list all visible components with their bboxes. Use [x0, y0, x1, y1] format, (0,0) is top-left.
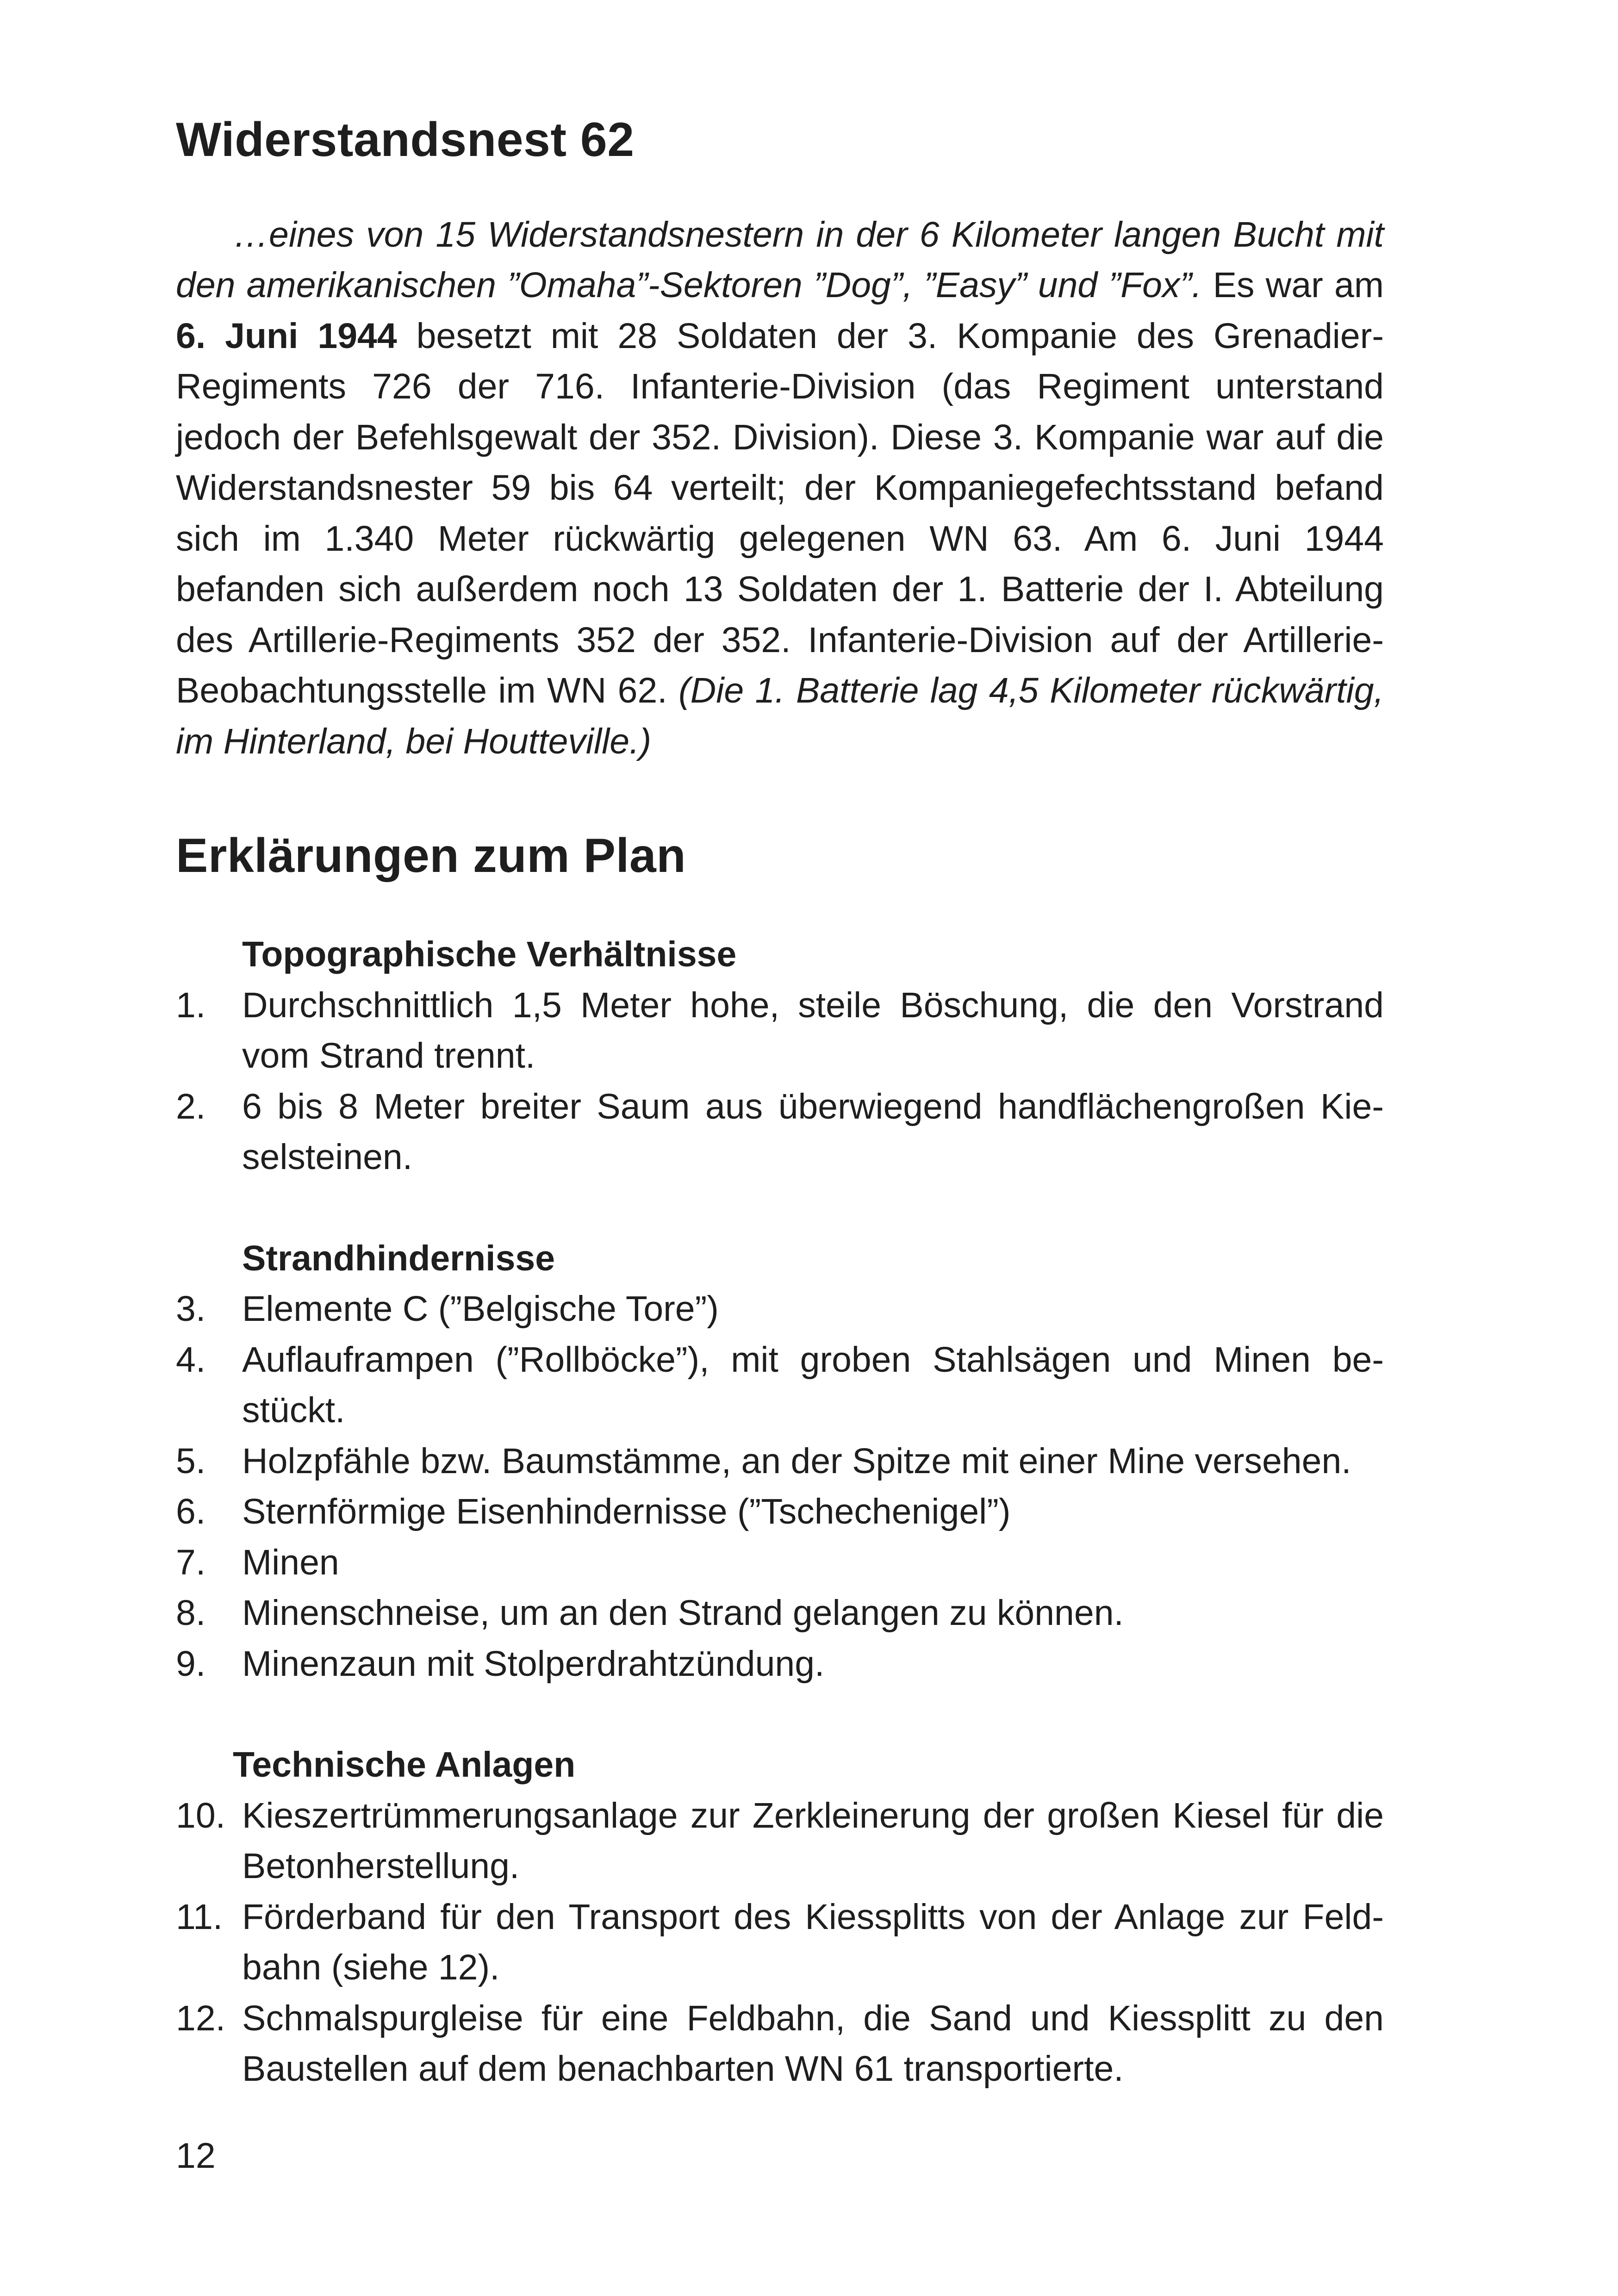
item-number: 9.	[176, 1643, 206, 1684]
item-text: 6 bis 8 Meter breiter Saum aus überwiegend handflächengroßen Kieselsteinen.	[242, 1086, 1384, 1177]
item-number: 2.	[176, 1086, 206, 1126]
list-item	[176, 1082, 1384, 1183]
tech-list	[176, 1791, 1384, 2095]
item-text: Durchschnittlich 1,5 Meter hohe, steile Böschung, die den Vorstrand vom Strand trennt.	[242, 985, 1384, 1076]
page-content	[176, 102, 1384, 2095]
section-title: Erklärungen zum Plan	[176, 829, 686, 883]
item-text: Schmalspurgleise für eine Feldbahn, die Sand und Kiessplitt zu den Baustellen auf dem benachbarten WN 61 transportierte.	[242, 1998, 1384, 2089]
intro-italic-note: (Die 1. Batterie lag 4,5 Kilometer rückwärtig, im Hinterland, bei Houtteville.)	[176, 671, 1384, 761]
list-item	[176, 1791, 1384, 1892]
item-number: 11.	[176, 1897, 223, 1937]
list-item	[176, 1537, 1384, 1588]
subsection-heading-strandhindernisse: Strandhindernisse	[242, 1238, 555, 1278]
intro-text-b: besetzt mit 28 Soldaten der 3. Kompanie des Grenadier-Regiments 726 der 716. Infanterie-Division (das Regiment unterstand jedoch der Befehlsgewalt der 352. Division). Diese 3. Kompanie war auf die Widerstandsnester 59 bis 64 verteilt; der Kompaniegefechtsstand befand sich im 1.340 Meter rückwärtig gelegenen WN 63. Am 6. Juni 1944 befanden sich außerdem noch 13 Soldaten der 1. Batterie der I. Abteilung des Artillerie-Regiments 352 der 352. Infanterie-Division auf der Artillerie-Beobachtungsstelle im WN 62.	[176, 316, 1384, 711]
strand-list	[176, 1284, 1384, 1689]
item-text: Holzpfähle bzw. Baumstämme, an der Spitze mit einer Mine versehen.	[242, 1441, 1351, 1481]
item-number: 7.	[176, 1542, 206, 1582]
page-number: 12	[176, 2136, 216, 2176]
list-item	[176, 1892, 1384, 1993]
item-text: Minenschneise, um an den Strand gelangen zu können.	[242, 1593, 1124, 1633]
list-item	[176, 980, 1384, 1082]
item-number: 10.	[176, 1795, 226, 1836]
item-text: Minen	[242, 1542, 339, 1582]
intro-italic-lead: …eines von 15 Widerstandsnestern in der 6 Kilometer langen Bucht mit den amerikanischen ”Omaha”-Sektoren ”Dog”, ”Easy” und ”Fox”.	[176, 214, 1384, 305]
item-text: Elemente C (”Belgische Tore”)	[242, 1289, 719, 1329]
item-number: 4.	[176, 1339, 206, 1380]
list-item	[176, 1639, 1384, 1690]
list-item	[176, 1284, 1384, 1335]
item-number: 5.	[176, 1441, 206, 1481]
item-number: 3.	[176, 1289, 206, 1329]
item-text: Kieszertrümmerungsanlage zur Zerkleinerung der großen Kiesel für die Betonherstellung.	[242, 1795, 1384, 1886]
list-item	[176, 1993, 1384, 2095]
intro-paragraph	[176, 210, 1384, 767]
intro-text-a: Es war am	[1201, 265, 1384, 305]
list-item	[176, 1487, 1384, 1537]
item-text: Auflauframpen (”Rollböcke”), mit groben Stahlsägen und Minen bestückt.	[242, 1339, 1384, 1431]
page-title: Widerstandsnest 62	[176, 113, 635, 167]
subsection-heading-topographie: Topographische Verhältnisse	[242, 934, 737, 975]
item-text: Minenzaun mit Stolperdrahtzündung.	[242, 1643, 825, 1684]
intro-date: 6. Juni 1944	[176, 316, 397, 356]
list-item	[176, 1436, 1384, 1487]
list-item	[176, 1335, 1384, 1436]
subsection-heading-technische-anlagen: Technische Anlagen	[233, 1745, 576, 1785]
item-text: Sternförmige Eisenhindernisse (”Tschechenigel”)	[242, 1492, 1011, 1532]
item-number: 6.	[176, 1492, 206, 1532]
item-number: 1.	[176, 985, 206, 1025]
topo-list	[176, 980, 1384, 1183]
item-text: Förderband für den Transport des Kiessplitts von der Anlage zur Feldbahn (siehe 12).	[242, 1897, 1384, 1988]
item-number: 12.	[176, 1998, 226, 2038]
list-item	[176, 1588, 1384, 1639]
item-number: 8.	[176, 1593, 206, 1633]
